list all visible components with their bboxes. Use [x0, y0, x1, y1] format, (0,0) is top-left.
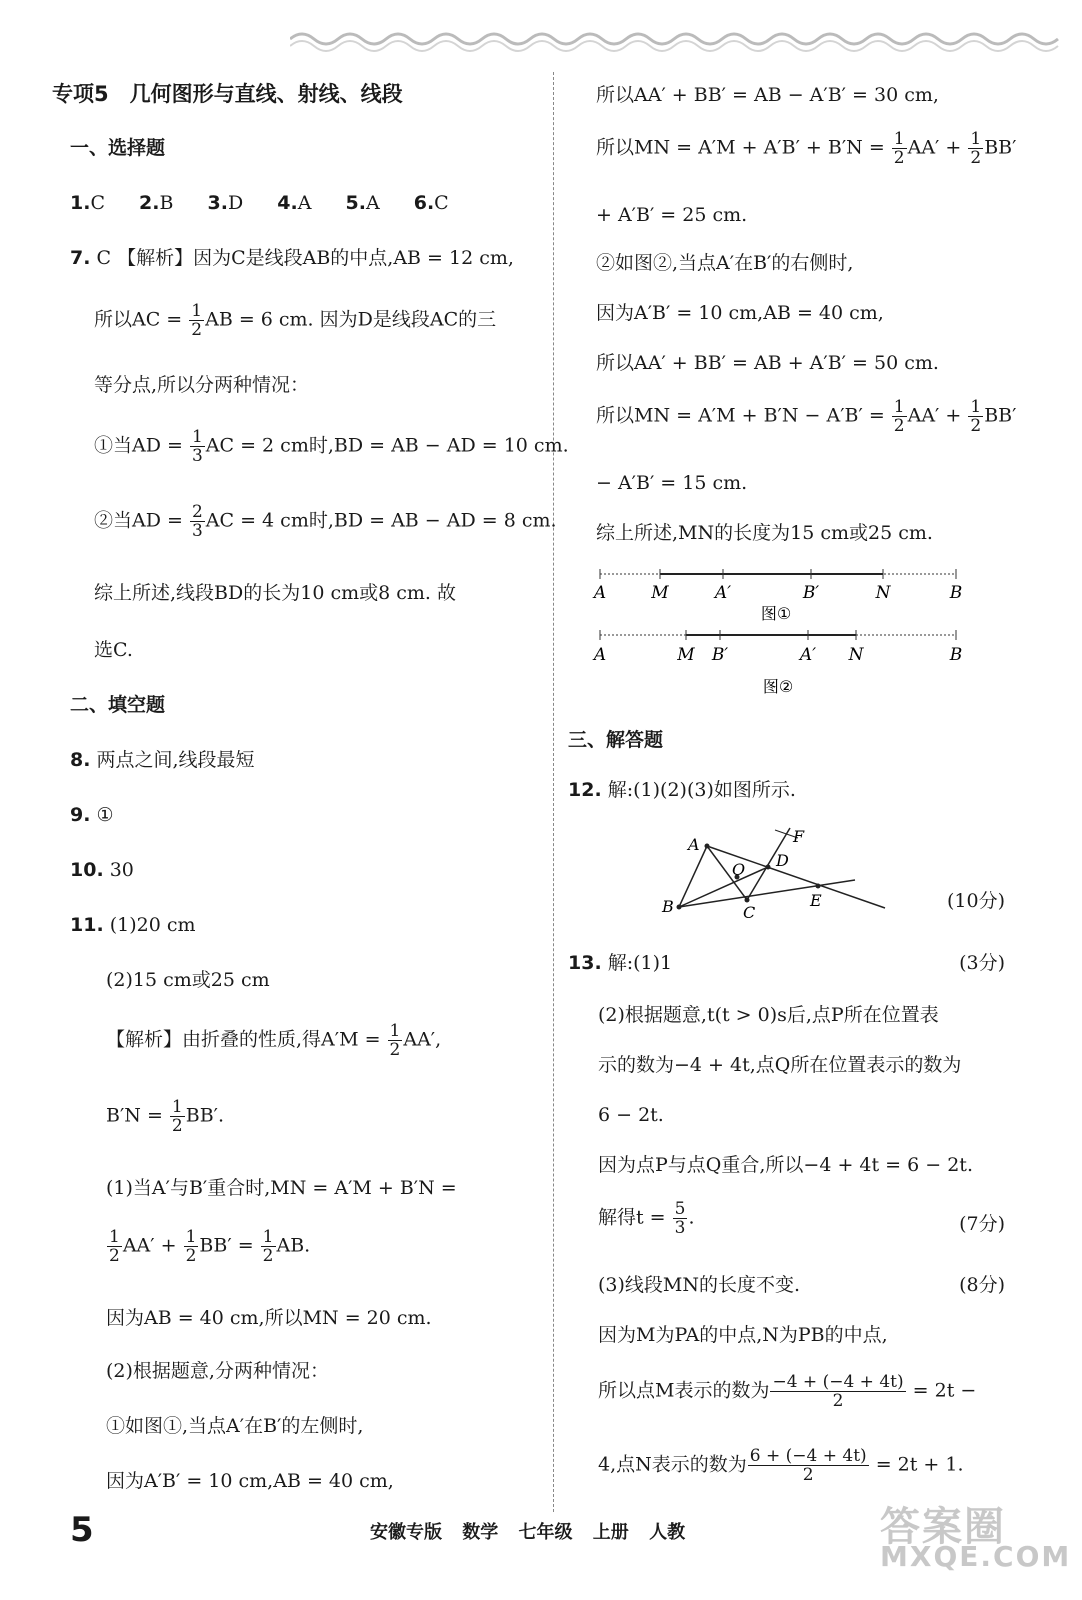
fraction-one-half: $\frac{1}{2}$ [389, 1021, 401, 1060]
fig1-label-b: B [949, 583, 963, 603]
fig2-label-a: A [593, 645, 607, 665]
section-heading-solve: 三、解答题 [568, 729, 664, 751]
q4-answer: A [297, 192, 312, 214]
fraction-one-half: $\frac{1}{2}$ [893, 397, 905, 436]
fig1-label-m: M [651, 583, 669, 603]
q10-line [70, 857, 134, 887]
fraction-one-half: $\frac{1}{2}$ [893, 129, 905, 168]
q13-line-5: 因为点P与点Q重合,所以−4 + 4t = 6 − 2t. [598, 1154, 973, 1176]
q12-score: (10分) [946, 890, 1005, 912]
q7-text-2b: AB = 6 cm. 因为D是线段AC的三 [205, 308, 497, 331]
q8-line [70, 747, 255, 777]
q11-line-3: 【解析】由折叠的性质,得A′M = $\frac{1}{2}$ AA′, [106, 1021, 442, 1060]
q7-text-2a: 所以AC = [94, 308, 189, 331]
q7-line-6: 综上所述,线段BD的长为10 cm或8 cm. 故 [94, 582, 456, 604]
q13-line-8: 因为M为PA的中点,N为PB的中点, [598, 1324, 888, 1346]
q5-number: 5. [345, 192, 366, 214]
q7-line-4: ①当AD = $\frac{1}{3}$ AC = 2 cm时,BD = AB − AD = 10 cm. [94, 427, 569, 466]
q11-number: 11. [70, 914, 104, 936]
fraction-midpoint-m: $\frac{-4 + (-4 + 4t)}{2}$ [772, 1372, 904, 1411]
page-number: 5 [70, 1510, 94, 1550]
q13-line-6: 解得t = $\frac{5}{3}$ . [598, 1199, 695, 1238]
geo-label-d: D [776, 851, 789, 870]
q11-line-9: ①如图①,当点A′在B′的左侧时, [106, 1415, 364, 1437]
q6-number: 6. [413, 192, 435, 214]
q11-line-10: 因为A′B′ = 10 cm,AB = 40 cm, [106, 1470, 394, 1492]
fig1-caption: 图① [760, 604, 792, 623]
header-wave-decoration [290, 24, 1060, 54]
fraction-one-half: $\frac{1}{2}$ [109, 1227, 120, 1266]
q8-answer: 两点之间,线段最短 [96, 749, 255, 771]
fig1-label-a: A [593, 583, 607, 603]
watermark-url: MXQE.COM [880, 1540, 1072, 1573]
q7-line-1 [70, 245, 514, 275]
q10-answer: 30 [109, 859, 134, 881]
q3-answer: D [227, 192, 244, 214]
q1-answer: C [90, 192, 105, 214]
r-line-8: − A′B′ = 15 cm. [596, 472, 748, 494]
fraction-one-half: $\frac{1}{2}$ [262, 1227, 274, 1266]
q13-score-2: (7分) [959, 1213, 1005, 1235]
q6-answer: C [434, 192, 449, 214]
r-line-9: 综上所述,MN的长度为15 cm或25 cm. [596, 522, 933, 544]
footer-book-info: 安徽专版 数学 七年级 上册 人教 [370, 1522, 686, 1543]
q13-text-1: 解:(1)1 [607, 952, 673, 974]
fraction-one-half: $\frac{1}{2}$ [185, 1227, 197, 1266]
fig2-label-b: B [949, 645, 963, 665]
fraction-one-half: $\frac{1}{2}$ [191, 301, 203, 340]
q13-score-1: (3分) [959, 952, 1005, 974]
geo-label-b: B [662, 897, 674, 916]
q13-score-3: (8分) [959, 1274, 1005, 1296]
r-line-6: 所以AA′ + BB′ = AB + A′B′ = 50 cm. [596, 352, 939, 374]
q13-line-3: 示的数为−4 + 4t,点Q所在位置表示的数为 [598, 1054, 962, 1076]
fig2-label-n: N [848, 645, 864, 665]
q11-answer-1: (1)20 cm [109, 914, 196, 936]
geo-label-e: E [810, 891, 822, 910]
fig2-label-a-prime: A′ [799, 645, 817, 665]
geo-label-f: F [793, 827, 805, 846]
fraction-five-thirds: $\frac{5}{3}$ [674, 1199, 686, 1238]
fraction-midpoint-n: $\frac{6 + (-4 + 4t)}{2}$ [749, 1446, 867, 1485]
q12-number: 12. [568, 779, 602, 801]
q13-line-10: 4,点N表示的数为 $\frac{6 + (-4 + 4t)}{2}$ = 2t + 1. [598, 1446, 964, 1485]
q2-number: 2. [139, 192, 160, 214]
page-footer [70, 1510, 1020, 1550]
fraction-one-third: $\frac{1}{3}$ [191, 427, 203, 466]
geo-label-o: O [732, 860, 746, 879]
fig1-label-a-prime: A′ [714, 583, 732, 603]
q9-answer: ① [96, 804, 114, 826]
q9-line [70, 802, 114, 832]
q11-line-5: (1)当A′与B′重合时,MN = A′M + B′N = [106, 1177, 457, 1199]
r-line-1: 所以AA′ + BB′ = AB − A′B′ = 30 cm, [596, 84, 939, 106]
q1-number: 1. [70, 192, 91, 214]
q11-line-2: (2)15 cm或25 cm [106, 969, 270, 991]
q7-line-7: 选C. [94, 639, 133, 661]
fraction-one-half: $\frac{1}{2}$ [970, 397, 982, 436]
fig2-caption: 图② [762, 677, 794, 696]
q7-line-5: ②当AD = $\frac{2}{3}$ AC = 4 cm时,BD = AB − AD = 8 cm. [94, 502, 557, 541]
fraction-one-half: $\frac{1}{2}$ [171, 1097, 183, 1136]
q13-line-7: (3)线段MN的长度不变. [598, 1274, 801, 1296]
q4-number: 4. [277, 192, 298, 214]
geo-label-a: A [688, 835, 700, 854]
line-ab [679, 846, 707, 907]
q13-line-2: (2)根据题意,t(t > 0)s后,点P所在位置表 [598, 1004, 939, 1026]
geo-label-c: C [743, 903, 756, 922]
section-heading-fill: 二、填空题 [70, 694, 166, 716]
fig1-label-b-prime: B′ [802, 583, 820, 603]
q11-line-8: (2)根据题意,分两种情况： [106, 1360, 329, 1382]
fraction-one-half: $\frac{1}{2}$ [970, 129, 982, 168]
r-line-5: 因为A′B′ = 10 cm,AB = 40 cm, [596, 302, 884, 324]
answers-1-6 [70, 190, 477, 220]
q12-line [568, 777, 796, 807]
fig2-label-b-prime: B′ [711, 645, 729, 665]
q13-number: 13. [568, 952, 602, 974]
q7-line-2 [94, 302, 496, 346]
q7-number: 7. [70, 247, 91, 269]
q11-line-4: B′N = $\frac{1}{2}$ BB′. [106, 1097, 225, 1136]
watermark-logo: 答案圈 [880, 1504, 1006, 1550]
segment-figures [568, 565, 1008, 705]
r-line-4: ②如图②,当点A′在B′的右侧时, [596, 252, 854, 274]
r-line-3: + A′B′ = 25 cm. [596, 204, 748, 226]
r-line-7: 所以MN = A′M + B′N − A′B′ = $\frac{1}{2}$ AA′ + $\frac{1}{2}$ BB′ [596, 397, 1017, 436]
r-line-2: 所以MN = A′M + A′B′ + B′N = $\frac{1}{2}$ AA′ + $\frac{1}{2}$ BB′ [596, 129, 1017, 168]
column-divider [553, 72, 554, 1512]
q5-answer: A [365, 192, 380, 214]
geometry-figure [650, 820, 900, 930]
section-heading-choice: 一、选择题 [70, 137, 166, 159]
fraction-two-thirds: $\frac{2}{3}$ [191, 502, 203, 541]
q9-number: 9. [70, 804, 91, 826]
q7-line-3: 等分点,所以分两种情况： [94, 374, 310, 396]
q11-line-6: $\frac{1}{2}$ AA′ + $\frac{1}{2}$ BB′ = $\frac{1}{2}$ AB. [109, 1227, 311, 1266]
q8-number: 8. [70, 749, 91, 771]
fig1-label-n: N [875, 583, 891, 603]
q13-line-9: 所以点M表示的数为 $\frac{-4 + (-4 + 4t)}{2}$ = 2t − [598, 1372, 977, 1411]
q11-line-1 [70, 912, 196, 942]
line-be [679, 880, 855, 907]
page-title: 专项5 几何图形与直线、射线、线段 [52, 82, 403, 106]
q10-number: 10. [70, 859, 104, 881]
fig2-label-m: M [677, 645, 695, 665]
q13-line-1 [568, 950, 672, 980]
q7-text-1: C 【解析】因为C是线段AB的中点,AB = 12 cm, [96, 247, 514, 269]
q12-text: 解:(1)(2)(3)如图所示. [607, 779, 796, 801]
q13-line-4: 6 − 2t. [598, 1104, 664, 1126]
q2-answer: B [159, 192, 174, 214]
q11-line-7: 因为AB = 40 cm,所以MN = 20 cm. [106, 1307, 432, 1329]
q3-number: 3. [207, 192, 228, 214]
